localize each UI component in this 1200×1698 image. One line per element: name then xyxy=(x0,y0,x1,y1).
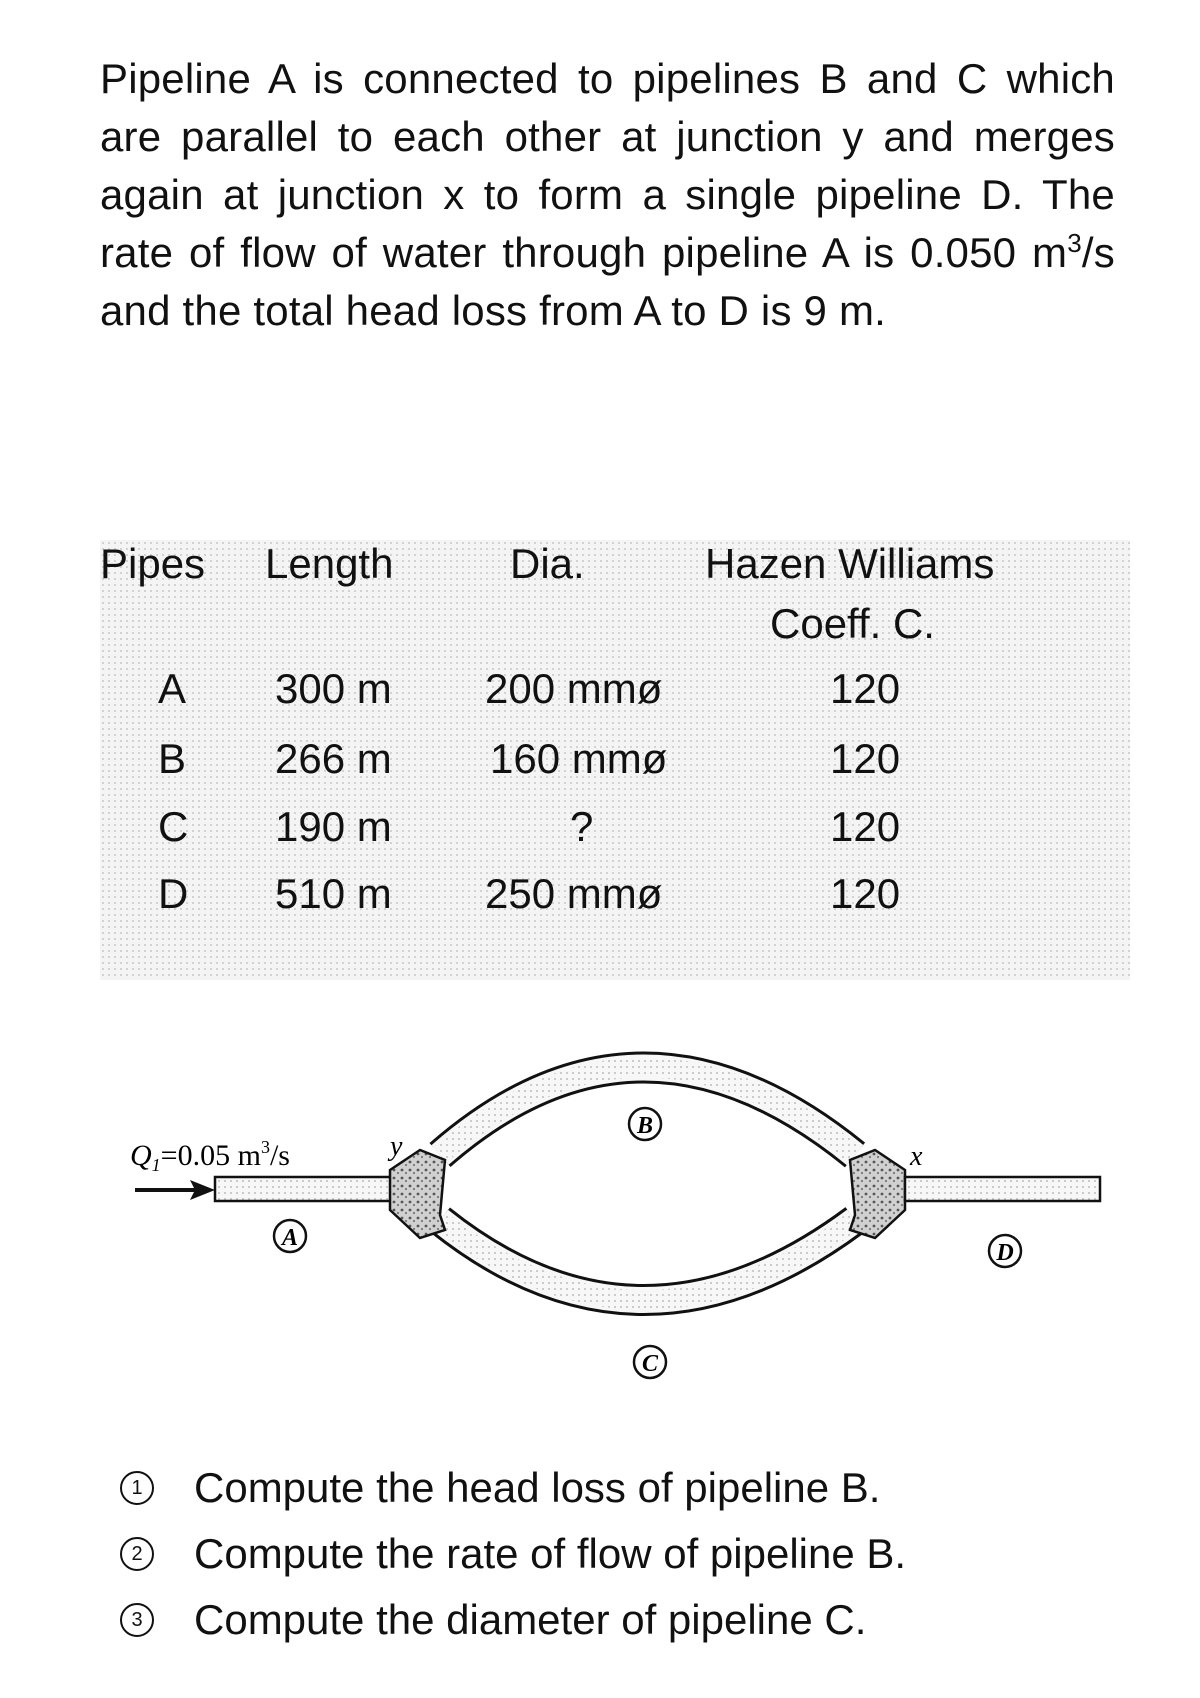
label-b-badge xyxy=(629,1108,661,1140)
row-d-dia: 250 mmø xyxy=(485,870,663,917)
header-coeff-line2: Coeff. C. xyxy=(770,600,935,647)
row-d-pipe: D xyxy=(158,870,189,917)
pipe-data-table xyxy=(100,540,1130,980)
row-c-coeff: 120 xyxy=(830,803,901,850)
label-d-badge xyxy=(989,1235,1021,1267)
question-item xyxy=(120,1521,1120,1587)
question-list xyxy=(120,1455,1120,1653)
pipe-a xyxy=(215,1177,395,1201)
header-coeff-line1: Hazen Williams xyxy=(705,540,995,587)
pipe-d xyxy=(905,1177,1100,1201)
header-dia: Dia. xyxy=(510,540,585,587)
junction-x-label: x xyxy=(910,1141,923,1172)
problem-text-part2: /s and the total head loss from A to D is 9 m. xyxy=(100,229,1115,334)
row-d-length: 510 m xyxy=(275,870,392,917)
row-b-dia: 160 mmø xyxy=(490,735,668,782)
problem-statement xyxy=(100,50,1115,340)
question-item xyxy=(120,1587,1120,1653)
row-a-length: 300 m xyxy=(275,665,392,712)
flow-rate-label: $Q_1=0.05$ $m^3/s$ xyxy=(130,1137,290,1175)
label-c: C xyxy=(641,1351,659,1377)
question-number: 2 xyxy=(120,1537,154,1571)
problem-text-part1: Pipeline A is connected to pipelines B and C which are parallel to each other at junction y and merges again at junction x to form a single pipeline D. The rate of flow of water through pipeline A is 0.050 m xyxy=(100,55,1115,276)
row-b-coeff: 120 xyxy=(830,735,901,782)
row-c-pipe: C xyxy=(158,803,189,850)
header-length: Length xyxy=(265,540,394,587)
question-text: Compute the rate of flow of pipeline B. xyxy=(194,1530,907,1577)
row-a-coeff: 120 xyxy=(830,665,901,712)
header-pipes: Pipes xyxy=(100,540,206,587)
label-b: B xyxy=(636,1113,654,1139)
question-text: Compute the diameter of pipeline C. xyxy=(194,1596,867,1643)
junction-y xyxy=(390,1150,445,1238)
label-a-badge xyxy=(274,1220,306,1252)
label-a: A xyxy=(281,1225,299,1251)
row-a-pipe: A xyxy=(158,665,187,712)
row-b-length: 266 m xyxy=(275,735,392,782)
junction-y-label: y xyxy=(390,1131,403,1162)
row-c-length: 190 m xyxy=(275,803,392,850)
label-c-badge xyxy=(634,1346,666,1378)
question-text: Compute the head loss of pipeline B. xyxy=(194,1464,881,1511)
question-item xyxy=(120,1455,1120,1521)
pipe-network-diagram xyxy=(0,1040,1200,1390)
row-a-dia: 200 mmø xyxy=(485,665,663,712)
row-d-coeff: 120 xyxy=(830,870,901,917)
row-c-dia: ? xyxy=(570,803,594,850)
question-number: 1 xyxy=(120,1471,154,1505)
question-number: 3 xyxy=(120,1603,154,1637)
cubic-superscript: 3 xyxy=(1067,228,1082,258)
row-b-pipe: B xyxy=(158,735,187,782)
junction-x xyxy=(850,1150,905,1238)
label-d: D xyxy=(996,1240,1014,1266)
